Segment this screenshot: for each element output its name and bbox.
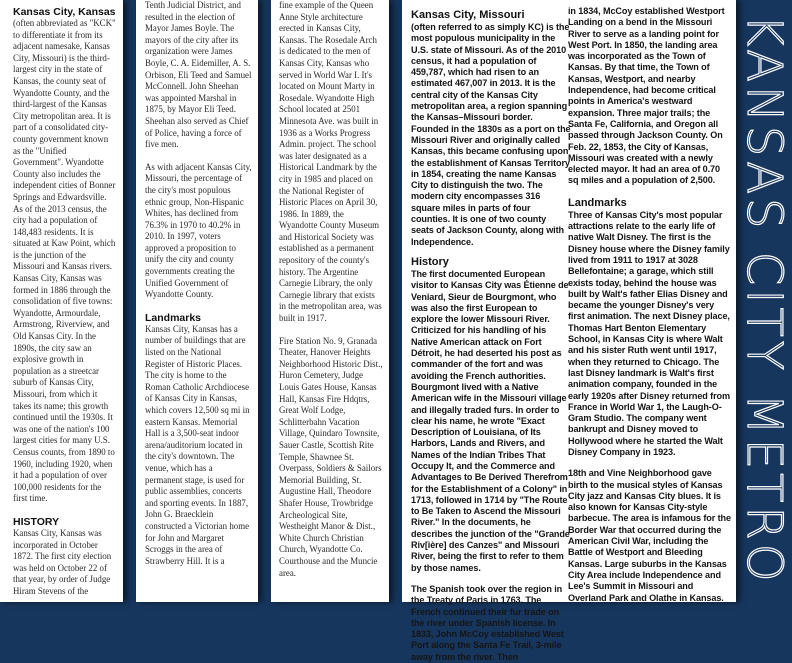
kck-title: Kansas City, Kansas — [13, 6, 116, 18]
kcmo-panel — [402, 0, 736, 662]
kcmo-spanish-text: The Spanish took over the region in the Treaty of Paris in 1763. The French continued their fur trade on the river under Spanish license. In 1833, John McCoy established West Port along the Santa Fe Trail, 3-mile away from the river. Then — [411, 583, 564, 662]
kcmo-title: Kansas City, Missouri — [411, 9, 525, 21]
kck-landmarks-continued: fine example of the Queen Anne Style architecture erected in Kansas City, Kansas. The Rosedale Arch is dedicated to the men of Kansas City, Kansas who served in World War I. It's located on Mount Marty in Rosedale. Wyandotte High School located at 2501 Minnesota Ave. was built in 1936 as a Works Progress Admin. project. The school was later designated as a Historical Landmark by the city in 1985 and placed on the National Register of Historic Places on April 30, 1986. In 1889, the Wyandotte County Museum and Historical Society was established as a permanent repository of the county's history. The Argentine Carnegie Library, the only Carnegie library that exists in the metropolitan area, was built in 1917. — [279, 0, 382, 324]
kck-column-2 — [136, 0, 258, 602]
kcmo-disney-text: Three of Kansas City's most popular attractions relate to the early life of native Walt Disney. The first is the Disney house where the Disney family lived from 1911 to 1917 at 3028 Bellefontaine; a garage, which still exists today, behind the house was built by Walt's father Elias Disney and became the younger Disney's very first animation. The next Disney place, Thomas Hart Benton Elementary School, in Kansas City is where Walt and his sister Ruth went until 1917, when they returned to Chicago. The last Disney landmark is Walt's first animation company, founded in the early 1920s after Disney returned from France in World War 1, the Laugh-O-Gram Studio. The company went bankrupt and Disney moved to Hollywood where he started the Walt Disney Company in 1923. — [568, 209, 730, 457]
title-sidebar — [736, 0, 792, 602]
kck-landmarks-heading: Landmarks — [145, 311, 202, 324]
kcmo-column-left — [411, 0, 571, 663]
kck-landmarks-text: Kansas City, Kansas has a number of buildings that are listed on the National Register of Historic Places. The city is home to the Roman Catholic Archdiocese of Kansas City in Kansas, which covers 12,500 sq mi in eastern Kansas. Memorial Hall is a 3,500-seat indoor arena/auditorium located in the city's downtown. The venue, which has a permanent stage, is used for public assemblies, concerts and sporting events. In 1887, John G. Braecklein constructed a Victorian home for John and Margaret Scroggs in the area of Strawberry Hill. It is a — [145, 323, 250, 566]
kcmo-column-right — [568, 0, 732, 604]
kcmo-history-heading: History — [411, 255, 449, 268]
vertical-title: KANSAS CITY METRO — [736, 14, 792, 586]
kck-intro-text: (often abbreviated as "KCK" to differentiate it from its adjacent namesake, Kansas City, Missouri) is the third-largest city in the state of Kansas, the county seat of Wyandotte County, and the third-largest of the Kansas City metropolitan area. It is part of a consolidated city-county government known as the "Unified Government". Wyandotte County also includes the independent cities of Bonner Springs and Edwardsville. As of the 2013 census, the city had a population of 148,483 residents. It is situated at Kaw Point, which is the junction of the Missouri and Kansas rivers. Kansas City, Kansas was formed in 1886 through the consolidation of five towns: Wyandotte, Armourdale, Armstrong, Riverview, and Old Kansas City. In the 1890s, the city saw an explosive growth in population as a streetcar suburb of Kansas City, Missouri, from which it takes its name; this growth continued until the 1930s. It was one of the nation's 100 largest cities for many U.S. Census counts, from 1890 to 1960, including 1920, when it had a population of over 100,000 residents for the first time. — [13, 18, 116, 504]
kcmo-intro-text: (often referred to as simply KC) is the most populous municipality in the U.S. state of Missouri. As of the 2010 census, it had a population of 459,787, which had risen to an estimated 467,007 in 2013. It is the central city of the Kansas City metropolitan area, a region spanning the Kansas–Missouri border. Founded in the 1830s as a port on the Missouri River and originally called Kansas, this became confusing upon the establishment of Kansas Territory in 1854, creating the name Kansas City to distinguish the two. The modern city encompasses 316 square miles in parts of four counties. It is one of two county seats of Jackson County, along with Independence. — [411, 22, 571, 247]
kck-demographics-text: As with adjacent Kansas City, Missouri, the percentage of the city's most populous ethnic group, Non-Hispanic Whites, has declined from 76.3% in 1970 to 40.2% in 2010. In 1997, voters approved a proposition to unify the city and county governments creating the Unified Government of Wyandotte County. — [145, 161, 252, 300]
kck-history-text: Kansas City, Kansas was incorporated in October 1872. The first city election was held on October 22 of that year, by order of Judge Hiram Stevens of the — [13, 527, 112, 596]
kck-landmarks-list: Fire Station No. 9, Granada Theater, Hanover Heights Neighborhood Historic Dist., Huron Cemetery, Judge Louis Gates House, Kansas Hall, Kansas Fire Hdqtrs, Great Wolf Lodge, Schlitterbahn Vacation Village, Quindaro Townsite, Sauer Castle, Scottish Rite Temple, Shawnee St. Overpass, Soldiers & Sailors Memorial Building, St. Augustine Hall, Theodore Shafer House, Trowbridge Archeological Site, Westheight Manor & Dist., White Church Christian Church, Wyandotte Co. Courthouse and the Muncie area. — [279, 335, 383, 578]
kck-column-3 — [271, 0, 389, 602]
kck-column-1 — [0, 0, 123, 602]
kcmo-jazz-text: 18th and Vine Neighborhood gave birth to the musical styles of Kansas City jazz and Kansas City blues. It is also known for Kansas City-style barbecue. The area is infamous for the Border War that occurred during the American Civil War, including the Battle of Westport and Bleeding Kansas. Large suburbs in the Kansas City Area include Independence and Lee's Summit in Missouri and Overland Park and Olathe in Kansas. — [568, 468, 731, 603]
kck-history-heading: HISTORY — [13, 515, 60, 528]
kcmo-landmarks-heading: Landmarks — [568, 196, 627, 209]
kcmo-westport-text: in 1834, McCoy established Westport Landing on a bend in the Missouri River to serve as a landing point for West Port. In 1850, the landing area was incorporated as the Town of Kansas. By that time, the Town of Kansas, Westport, and nearby Independence, had become critical points in America's westward expansion. Three major trails; the Santa Fe, California, and Oregon all passed through Jackson County. On Feb. 22, 1853, the City of Kansas, Missouri was created with a newly elected mayor. It had an area of 0.70 sq miles and a population of 2,500. — [568, 6, 725, 186]
kcmo-history-text: The first documented European visitor to Kansas City was Étienne de Veniard, Sieur de Bourgmont, who was also the first European to explore the lower Missouri River. Criticized for his handling of his Native American attack on Fort Détroit, he had deserted his post as commander of the fort and was avoiding the French authorities. Bourgmont lived with a Native American wife in the Missouri village and illegally traded furs. In order to clear his name, he wrote "Exact Description of Louisiana, of Its Harbors, Lands and Rivers, and Names of the Indian Tribes That Occupy It, and the Commerce and Advantages to Be Derived Therefrom for the Establishment of a Colony" in 1713, followed in 1714 by "The Route to Be Taken to Ascend the Missouri River." In the documents, he describes the junction of the "Grande Riv[ière] des Canzes" and Missouri River, being the first to refer to them by those names. — [411, 268, 570, 573]
kck-history-continued: Tenth Judicial District, and resulted in the election of Mayor James Boyle. The mayors of the city after its organization were James Boyle, C. A. Eidemiller, A. S. Orbison, Eli Teed and Samuel McConnell. John Sheehan was appointed Marshal in 1875, by Mayor Eli Teed. Sheehan also served as Chief of Police, having a force of five men. — [145, 0, 252, 150]
